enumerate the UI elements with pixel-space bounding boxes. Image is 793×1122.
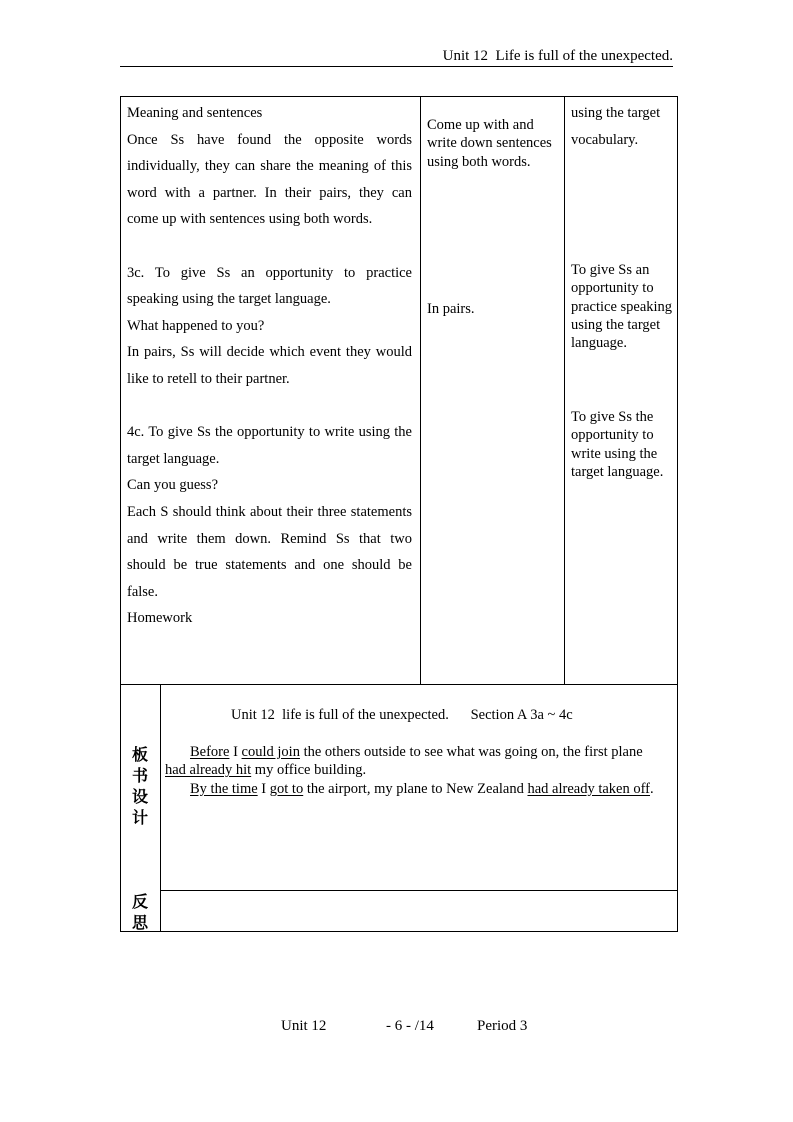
board-word-before: Before — [190, 744, 230, 760]
board-label-char-2: 书 — [131, 766, 148, 785]
procedure-cell — [127, 100, 412, 632]
purpose-cell — [571, 100, 674, 153]
board-text: my office building. — [251, 762, 367, 779]
board-label-char-1: 板 — [131, 745, 148, 764]
board-text: . — [650, 780, 654, 797]
label-column-divider — [160, 684, 161, 932]
activity-1: Come up with and write down sentences using both words. — [427, 117, 552, 170]
reflection-label — [120, 891, 160, 933]
lesson-table — [120, 96, 678, 932]
activity-2: In pairs. — [427, 301, 475, 317]
reflection-label-char-1: 反 — [131, 892, 148, 911]
board-text: I — [229, 744, 242, 760]
purpose-1: using the target vocabulary. — [571, 105, 661, 148]
row-divider-2 — [160, 890, 678, 891]
board-text: I — [257, 780, 270, 797]
activity-cell — [427, 116, 557, 171]
footer-unit: Unit 12 — [281, 1018, 327, 1034]
table-border-right — [677, 96, 678, 932]
board-phrase-had-already-hit: had already hit — [165, 762, 252, 779]
reflection-label-char-2: 思 — [131, 913, 148, 932]
table-border-bottom — [120, 931, 678, 932]
footer-period: Period 3 — [477, 1018, 528, 1034]
step-3c-title: What happened to you? — [127, 317, 265, 334]
board-text: the airport, my plane to New Zealand — [303, 780, 528, 797]
meaning-heading: Meaning and sentences — [127, 105, 263, 121]
column-divider-2 — [564, 96, 565, 685]
step-4c-title: Can you guess? — [127, 477, 219, 494]
board-sentence-2 — [165, 780, 660, 798]
homework-label: Homework — [127, 610, 193, 627]
row-divider-1 — [120, 684, 678, 685]
header-title: Unit 12 Life is full of the unexpected. — [442, 48, 673, 64]
purpose-cell-2 — [571, 261, 674, 352]
step-3c-text: 3c. To give Ss an opportunity to practice speaking using the target language. — [127, 264, 412, 308]
board-sentences — [165, 743, 660, 798]
board-phrase-by-the-time: By the time — [190, 780, 258, 797]
purpose-2: To give Ss an opportunity to practice speaking using the target language. — [571, 262, 673, 352]
meaning-paragraph: Once Ss have found the opposite words individually, they can share the meaning of this word with a partner. In their pairs, they can come up with sentences using both words. — [127, 131, 412, 228]
board-design-label — [120, 744, 160, 828]
step-4c-instruction: Each S should think about their three statements and write them down. Remind Ss that two should be true statements and one should be false. — [127, 503, 412, 600]
table-border-top — [120, 96, 678, 97]
board-phrase-had-already-taken-off: had already taken off — [527, 780, 651, 797]
page-header — [120, 46, 673, 67]
board-phrase-could-join: could join — [241, 744, 300, 760]
board-label-char-4: 计 — [131, 808, 148, 827]
board-phrase-got-to: got to — [269, 780, 304, 797]
purpose-3: To give Ss the opportunity to write using the target language. — [571, 409, 664, 480]
column-divider-1 — [420, 96, 421, 685]
board-sentence-1 — [165, 743, 660, 780]
board-label-char-3: 设 — [131, 787, 148, 806]
purpose-cell-3 — [571, 408, 674, 481]
board-title: Unit 12 life is full of the unexpected. Section A 3a ~ 4c — [231, 707, 573, 723]
board-text: the others outside to see what was going on, the first plane — [299, 744, 643, 760]
step-4c-text: 4c. To give Ss the opportunity to write using the target language. — [127, 424, 412, 467]
step-3c-instruction: In pairs, Ss will decide which event they would like to retell to their partner. — [127, 344, 412, 387]
activity-cell-2 — [427, 300, 557, 318]
footer-page-number: - 6 - /14 — [386, 1018, 434, 1034]
